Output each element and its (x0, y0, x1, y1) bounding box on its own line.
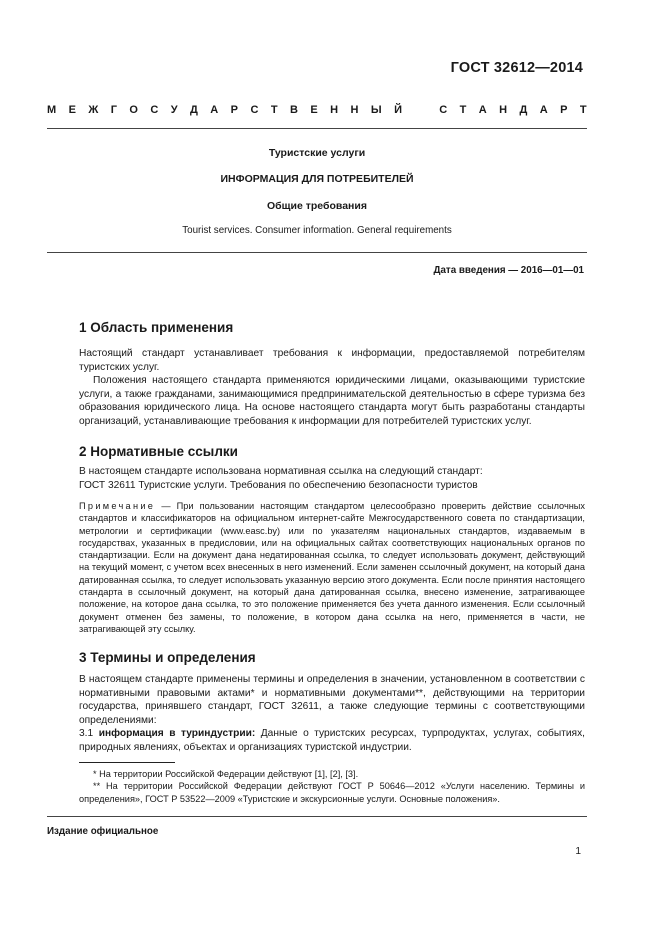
page-number: 1 (575, 846, 581, 857)
section-1-paragraph-2: Положения настоящего стандарта применяются юридическими лицами, оказывающими туристские услуги, а также гражданами, занимающимися предпринимательской деятельностью в сфере туризма без образования юридического лица. На основе настоящего стандарта могут быть разработаны стандарты организаций, устанавливающие требования к информации для потребителей туристских услуг. (79, 375, 585, 427)
interstate-letter: Д (519, 104, 528, 116)
section-2-note (79, 500, 585, 635)
section-2-paragraph-1: В настоящем стандарте использована нормативная ссылка на следующий стандарт: (79, 466, 483, 477)
interstate-letter: Р (230, 104, 239, 116)
interstate-letter: Т (459, 104, 467, 116)
interstate-letter: А (539, 104, 548, 116)
english-title: Tourist services. Consumer information. General requirements (182, 225, 452, 236)
section-1-paragraph-1: Настоящий стандарт устанавливает требования к информации, предоставляемой потребителям туристских услуг. (79, 348, 585, 373)
interstate-letter: Т (579, 104, 587, 116)
header-rule (47, 128, 587, 129)
term-3-1 (79, 727, 585, 754)
section-1-body (79, 347, 585, 429)
section-2-reference: ГОСТ 32611 Туристские услуги. Требования по обеспечению безопасности туристов (79, 479, 478, 491)
interstate-letter: Е (68, 104, 76, 116)
section-2-heading: 2 Нормативные ссылки (79, 444, 238, 459)
introduction-date: Дата введения — 2016—01—01 (433, 265, 584, 276)
interstate-letter: У (170, 104, 178, 116)
interstate-letter: О (129, 104, 138, 116)
interstate-letter: А (478, 104, 487, 116)
footer-rule (47, 816, 587, 817)
section-3-body (79, 673, 585, 755)
footnote-rule (79, 762, 175, 763)
interstate-letter: С (150, 104, 159, 116)
interstate-letter: Н (350, 104, 359, 116)
interstate-letter: М (47, 104, 57, 116)
main-title: ИНФОРМАЦИЯ ДЛЯ ПОТРЕБИТЕЛЕЙ (220, 173, 414, 185)
section-2-body (79, 465, 585, 492)
interstate-letter: Ы (370, 104, 382, 116)
topic-title: Туристские услуги (268, 147, 366, 159)
footnotes (79, 768, 585, 805)
section-3-heading: 3 Термины и определения (79, 650, 256, 665)
interstate-letter: Р (560, 104, 568, 116)
interstate-letter: Т (270, 104, 278, 116)
document-number: ГОСТ 32612—2014 (450, 60, 583, 76)
interstate-letter: С (250, 104, 259, 116)
term-definition: Данные о туристских ресурсах, турпродуктах, услугах, событиях, природных явлениях, объектах и организациях туристской индустрии. (79, 728, 585, 753)
term-name: информация в туриндустрии: (98, 728, 256, 740)
interstate-letter: Н (330, 104, 339, 116)
footnote-2: ** На территории Российской Федерации действуют ГОСТ Р 50646—2012 «Услуги населению. Термины и определения», ГОСТ Р 53522—2009 «Туристские и экскурсионные услуги. Основные положения». (79, 781, 585, 804)
interstate-letter: Ж (88, 104, 99, 116)
footnote-1: * На территории Российской Федерации действуют [1], [2], [3]. (93, 769, 359, 779)
interstate-letter: А (210, 104, 219, 116)
section-3-paragraph-1: В настоящем стандарте применены термины и определения в значении, установленном в соответствии с нормативными правовыми актами* и нормативными документами**, действующими на территории государства, принявшего стандарт, ГОСТ 32611, а также следующие термины с соответствующими определениями: (79, 674, 585, 726)
interstate-letter: Е (310, 104, 318, 116)
interstate-letter: В (289, 104, 298, 116)
interstate-letter: Д (190, 104, 198, 116)
interstate-letter: Г (110, 104, 117, 116)
note-label: Примечание (79, 501, 156, 511)
official-edition-label: Издание официальное (47, 826, 159, 837)
interstate-letter: С (439, 104, 448, 116)
title-rule (47, 252, 587, 253)
interstate-letter: Н (499, 104, 508, 116)
section-1-heading: 1 Область применения (79, 320, 234, 335)
interstate-standard-heading (47, 104, 587, 116)
subtitle: Общие требования (267, 200, 367, 212)
term-number: 3.1 (79, 728, 99, 740)
interstate-letter: Й (394, 104, 402, 116)
note-text: — При пользовании настоящим стандартом целесообразно проверить действие ссылочных стандартов и классификаторов на официальном интернет-сайте Межгосударственного совета по стандартизации, метрологии и сертификации (www.easc.by) или по указателям национальных стандартов, издаваемым в государствах, указанных в предисловии, или на официальных сайтах соответствующих национальных органов по стандартизации. Если на документ дана недатированная ссылка, то следует использовать документ, действующий на текущий момент, с учетом всех внесенных в него изменений. Если заменен ссылочный документ, на который дана датированная ссылка, то следует использовать указанную версию этого документа. Если после принятия настоящего стандарта в ссылочный документ, на который дана датированная ссылка, внесено изменение, затрагивающее положение, на которое дана ссылка, то это положение применяется без учета данного изменения. Если ссылочный документ отменен без замены, то положение, в котором дана ссылка на него, применяется в части, не затрагивающей эту ссылку. (79, 501, 585, 634)
